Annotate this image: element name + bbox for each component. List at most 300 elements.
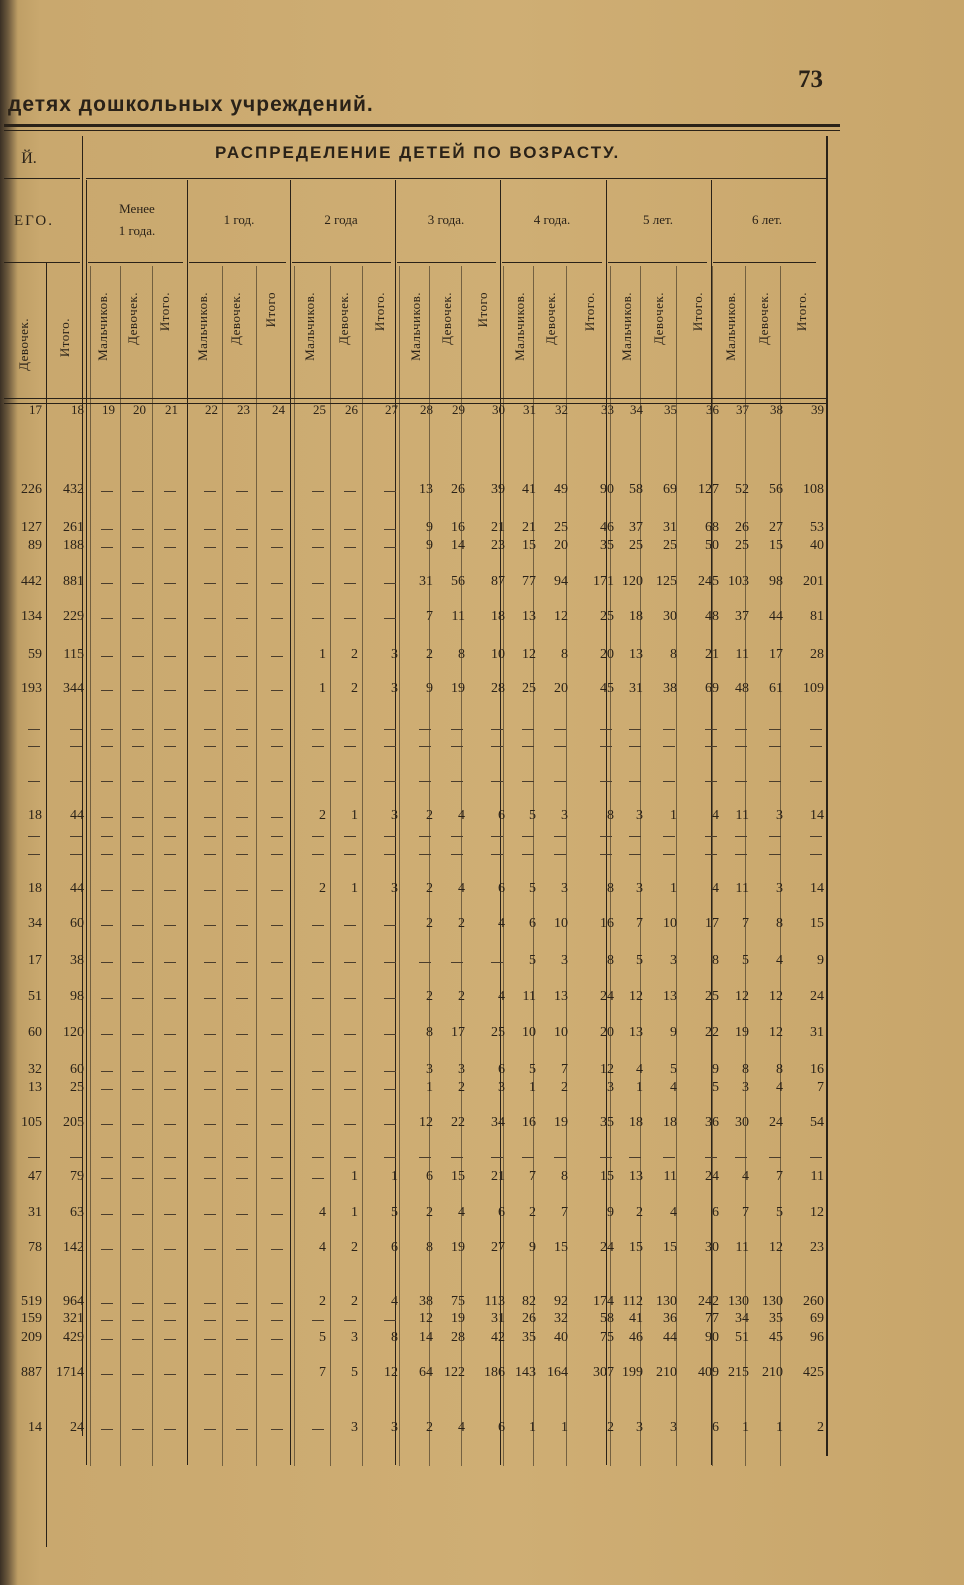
table-cell: 134 bbox=[21, 609, 42, 624]
table-cell-dash bbox=[491, 746, 503, 747]
table-cell-dash bbox=[344, 618, 356, 619]
table-cell: 31 bbox=[419, 574, 433, 589]
table-cell-dash bbox=[164, 962, 176, 963]
table-cell-dash bbox=[204, 1178, 216, 1179]
table-cell-dash bbox=[312, 998, 324, 999]
table-cell-dash bbox=[101, 1214, 113, 1215]
table-cell: 1 bbox=[319, 681, 326, 696]
table-cell: 12 bbox=[629, 989, 643, 1004]
table-cell: 51 bbox=[735, 1330, 749, 1345]
table-cell-dash bbox=[344, 925, 356, 926]
table-cell: 46 bbox=[600, 520, 614, 535]
header-rule bbox=[397, 262, 496, 263]
table-cell: 9 bbox=[817, 953, 824, 968]
table-cell: 11 bbox=[735, 808, 749, 823]
table-cell-dash bbox=[344, 1124, 356, 1125]
table-cell-dash bbox=[101, 1429, 113, 1430]
table-cell-dash bbox=[600, 854, 612, 855]
table-cell-dash bbox=[204, 547, 216, 548]
table-cell: 27 bbox=[769, 520, 783, 535]
table-cell-dash bbox=[271, 1339, 283, 1340]
table-cell-dash bbox=[236, 1034, 248, 1035]
table-cell-dash bbox=[384, 729, 396, 730]
column-rule bbox=[712, 266, 713, 1466]
table-cell-dash bbox=[132, 962, 144, 963]
table-cell: 3 bbox=[670, 953, 677, 968]
table-cell-dash bbox=[204, 1214, 216, 1215]
table-cell: 60 bbox=[70, 916, 84, 931]
table-cell: 1 bbox=[670, 808, 677, 823]
column-rule bbox=[640, 266, 641, 1466]
table-cell: 8 bbox=[561, 647, 568, 662]
table-cell: 22 bbox=[705, 1025, 719, 1040]
header-rule bbox=[4, 262, 80, 263]
sub-header: Итого. bbox=[794, 292, 809, 332]
table-cell-dash bbox=[271, 529, 283, 530]
table-cell: 8 bbox=[561, 1169, 568, 1184]
table-cell: 50 bbox=[705, 538, 719, 553]
table-cell-dash bbox=[629, 854, 641, 855]
table-cell-dash bbox=[271, 1214, 283, 1215]
table-cell: 2 bbox=[351, 681, 358, 696]
table-cell: 60 bbox=[70, 1062, 84, 1077]
table-cell: 881 bbox=[63, 574, 84, 589]
table-cell-dash bbox=[705, 1157, 717, 1158]
sub-header: Итого. bbox=[689, 292, 705, 332]
table-cell-dash bbox=[810, 1157, 822, 1158]
table-cell-dash bbox=[164, 1214, 176, 1215]
table-cell: 64 bbox=[419, 1365, 433, 1380]
column-number: 37 bbox=[736, 402, 749, 417]
table-cell: 45 bbox=[769, 1330, 783, 1345]
table-cell-dash bbox=[312, 583, 324, 584]
table-cell-dash bbox=[384, 781, 396, 782]
table-cell: 16 bbox=[522, 1115, 536, 1130]
table-cell: 3 bbox=[561, 808, 568, 823]
table-cell: 12 bbox=[769, 1240, 783, 1255]
column-number: 20 bbox=[133, 402, 146, 417]
table-cell: 19 bbox=[554, 1115, 568, 1130]
column-number: 22 bbox=[205, 402, 218, 417]
age-group-header: 4 года. bbox=[533, 212, 571, 227]
table-cell-dash bbox=[236, 1429, 248, 1430]
table-cell: 45 bbox=[600, 681, 614, 696]
table-cell: 519 bbox=[21, 1294, 42, 1309]
table-cell: 39 bbox=[491, 482, 505, 497]
column-rule bbox=[222, 266, 223, 1466]
table-cell: 9 bbox=[670, 1025, 677, 1040]
column-rule bbox=[826, 136, 828, 1456]
sub-header: Мальчиков. bbox=[722, 292, 738, 361]
table-cell-dash bbox=[204, 583, 216, 584]
table-cell-dash bbox=[271, 690, 283, 691]
table-cell-dash bbox=[164, 1157, 176, 1158]
table-cell: 4 bbox=[498, 916, 505, 931]
table-cell: 44 bbox=[70, 808, 84, 823]
table-cell-dash bbox=[132, 1249, 144, 1250]
table-cell-dash bbox=[132, 1157, 144, 1158]
table-cell: 13 bbox=[522, 609, 536, 624]
table-cell: 17 bbox=[705, 916, 719, 931]
table-cell: 8 bbox=[670, 647, 677, 662]
table-cell: 58 bbox=[629, 482, 643, 497]
table-cell: 9 bbox=[712, 1062, 719, 1077]
header-rule bbox=[4, 398, 826, 399]
table-cell-dash bbox=[344, 1320, 356, 1321]
table-cell-dash bbox=[132, 491, 144, 492]
table-cell-dash bbox=[164, 781, 176, 782]
table-cell: 31 bbox=[491, 1311, 505, 1326]
table-cell: 69 bbox=[705, 681, 719, 696]
table-cell-dash bbox=[271, 1034, 283, 1035]
table-cell-dash bbox=[344, 962, 356, 963]
table-cell-dash bbox=[236, 781, 248, 782]
column-number: 39 bbox=[811, 402, 824, 417]
table-cell-dash bbox=[312, 1157, 324, 1158]
table-cell-dash bbox=[271, 998, 283, 999]
table-cell: 12 bbox=[735, 989, 749, 1004]
table-cell-dash bbox=[419, 746, 431, 747]
table-cell: 12 bbox=[554, 609, 568, 624]
sub-header: Мальчиков. bbox=[194, 292, 210, 361]
table-cell-dash bbox=[28, 781, 40, 782]
table-cell: 8 bbox=[426, 1025, 433, 1040]
table-cell-dash bbox=[204, 781, 216, 782]
table-cell-dash bbox=[629, 781, 641, 782]
table-cell: 6 bbox=[712, 1420, 719, 1435]
table-cell-dash bbox=[132, 690, 144, 691]
table-cell-dash bbox=[204, 1157, 216, 1158]
table-cell-dash bbox=[810, 729, 822, 730]
table-cell: 10 bbox=[554, 916, 568, 931]
table-cell: 21 bbox=[491, 1169, 505, 1184]
table-cell: 8 bbox=[776, 916, 783, 931]
column-number: 32 bbox=[555, 402, 568, 417]
table-cell: 4 bbox=[712, 808, 719, 823]
table-cell-dash bbox=[271, 1303, 283, 1304]
table-cell: 12 bbox=[419, 1311, 433, 1326]
table-cell-dash bbox=[28, 1157, 40, 1158]
table-cell: 5 bbox=[529, 808, 536, 823]
table-cell-dash bbox=[204, 729, 216, 730]
table-cell: 5 bbox=[351, 1365, 358, 1380]
column-number: 36 bbox=[706, 402, 719, 417]
column-number: 38 bbox=[770, 402, 783, 417]
table-cell: 261 bbox=[63, 520, 84, 535]
table-cell-dash bbox=[101, 746, 113, 747]
table-cell-dash bbox=[312, 962, 324, 963]
table-cell: 35 bbox=[522, 1330, 536, 1345]
table-cell: 201 bbox=[803, 574, 824, 589]
column-rule bbox=[86, 180, 87, 1465]
table-cell-dash bbox=[132, 1320, 144, 1321]
table-cell: 35 bbox=[600, 538, 614, 553]
table-cell: 4 bbox=[712, 881, 719, 896]
table-cell-dash bbox=[204, 746, 216, 747]
table-cell: 5 bbox=[742, 953, 749, 968]
table-cell: 12 bbox=[769, 1025, 783, 1040]
table-cell: 171 bbox=[593, 574, 614, 589]
table-cell-dash bbox=[491, 1157, 503, 1158]
table-cell-dash bbox=[735, 836, 747, 837]
table-cell: 96 bbox=[810, 1330, 824, 1345]
table-cell-dash bbox=[271, 547, 283, 548]
column-rule bbox=[461, 266, 462, 1466]
table-cell: 5 bbox=[529, 1062, 536, 1077]
table-cell-dash bbox=[132, 1303, 144, 1304]
table-cell: 1714 bbox=[56, 1365, 84, 1380]
table-cell: 38 bbox=[70, 953, 84, 968]
table-cell: 11 bbox=[810, 1169, 824, 1184]
table-cell: 26 bbox=[522, 1311, 536, 1326]
table-cell-dash bbox=[312, 925, 324, 926]
table-cell: 3 bbox=[607, 1080, 614, 1095]
table-cell: 4 bbox=[391, 1294, 398, 1309]
table-cell: 8 bbox=[426, 1240, 433, 1255]
table-cell: 13 bbox=[663, 989, 677, 1004]
table-cell-dash bbox=[312, 1089, 324, 1090]
table-cell-dash bbox=[600, 729, 612, 730]
table-cell: 1 bbox=[351, 881, 358, 896]
column-rule bbox=[429, 266, 430, 1466]
table-cell-dash bbox=[384, 854, 396, 855]
sub-header: Итого bbox=[262, 292, 278, 328]
table-cell-dash bbox=[312, 529, 324, 530]
table-cell-dash bbox=[554, 836, 566, 837]
table-cell-dash bbox=[810, 781, 822, 782]
table-cell-dash bbox=[204, 962, 216, 963]
table-cell-dash bbox=[132, 925, 144, 926]
table-cell: 56 bbox=[451, 574, 465, 589]
table-cell: 26 bbox=[451, 482, 465, 497]
page-number: 73 bbox=[798, 66, 823, 93]
table-cell-dash bbox=[554, 729, 566, 730]
table-cell: 14 bbox=[810, 881, 824, 896]
table-cell-dash bbox=[735, 781, 747, 782]
table-cell: 54 bbox=[810, 1115, 824, 1130]
table-cell-dash bbox=[28, 746, 40, 747]
column-rule bbox=[399, 266, 400, 1466]
table-cell: 130 bbox=[656, 1294, 677, 1309]
column-number: 27 bbox=[385, 402, 398, 417]
column-number: 21 bbox=[165, 402, 178, 417]
table-cell: 344 bbox=[63, 681, 84, 696]
age-group-header: 2 года bbox=[324, 212, 358, 227]
table-cell-dash bbox=[132, 998, 144, 999]
table-cell-dash bbox=[384, 962, 396, 963]
table-cell-dash bbox=[451, 729, 463, 730]
table-cell: 48 bbox=[735, 681, 749, 696]
table-cell-dash bbox=[132, 1374, 144, 1375]
table-cell-dash bbox=[236, 1339, 248, 1340]
table-cell-dash bbox=[101, 1320, 113, 1321]
table-cell: 10 bbox=[522, 1025, 536, 1040]
table-cell-dash bbox=[491, 836, 503, 837]
table-cell: 3 bbox=[351, 1330, 358, 1345]
table-cell-dash bbox=[132, 547, 144, 548]
table-cell-dash bbox=[204, 1303, 216, 1304]
table-cell-dash bbox=[70, 836, 82, 837]
table-cell: 7 bbox=[742, 916, 749, 931]
table-cell-dash bbox=[164, 729, 176, 730]
table-cell: 2 bbox=[426, 1420, 433, 1435]
column-number: 24 bbox=[272, 402, 285, 417]
table-cell: 18 bbox=[28, 808, 42, 823]
table-cell-dash bbox=[236, 1374, 248, 1375]
table-cell: 307 bbox=[593, 1365, 614, 1380]
table-cell-dash bbox=[236, 1178, 248, 1179]
table-cell: 26 bbox=[735, 520, 749, 535]
table-cell: 94 bbox=[554, 574, 568, 589]
table-cell: 53 bbox=[810, 520, 824, 535]
table-cell: 17 bbox=[28, 953, 42, 968]
table-cell-dash bbox=[101, 729, 113, 730]
table-cell-dash bbox=[554, 1157, 566, 1158]
table-cell-dash bbox=[164, 529, 176, 530]
table-cell: 6 bbox=[498, 881, 505, 896]
table-cell-dash bbox=[204, 1374, 216, 1375]
table-cell-dash bbox=[132, 729, 144, 730]
column-number: 25 bbox=[313, 402, 326, 417]
column-rule bbox=[152, 266, 153, 1466]
table-cell: 25 bbox=[70, 1080, 84, 1095]
table-cell: 442 bbox=[21, 574, 42, 589]
table-cell-dash bbox=[522, 854, 534, 855]
header-rule bbox=[88, 262, 183, 263]
table-cell-dash bbox=[705, 854, 717, 855]
table-cell: 77 bbox=[522, 574, 536, 589]
column-number: 35 bbox=[664, 402, 677, 417]
table-cell: 28 bbox=[491, 681, 505, 696]
table-cell-dash bbox=[236, 491, 248, 492]
table-cell-dash bbox=[419, 729, 431, 730]
table-cell: 7 bbox=[529, 1169, 536, 1184]
table-cell: 35 bbox=[600, 1115, 614, 1130]
table-cell: 1 bbox=[561, 1420, 568, 1435]
table-cell-dash bbox=[204, 925, 216, 926]
table-cell: 30 bbox=[705, 1240, 719, 1255]
table-cell: 17 bbox=[451, 1025, 465, 1040]
table-cell-dash bbox=[663, 1157, 675, 1158]
table-cell: 38 bbox=[419, 1294, 433, 1309]
table-cell: 20 bbox=[554, 538, 568, 553]
table-cell: 3 bbox=[391, 1420, 398, 1435]
table-cell: 2 bbox=[426, 808, 433, 823]
table-cell: 32 bbox=[28, 1062, 42, 1077]
column-rule bbox=[610, 266, 611, 1466]
table-cell-dash bbox=[344, 998, 356, 999]
table-cell: 215 bbox=[728, 1365, 749, 1380]
table-cell: 2 bbox=[351, 1240, 358, 1255]
table-cell: 1 bbox=[351, 1205, 358, 1220]
table-cell-dash bbox=[204, 491, 216, 492]
table-cell: 3 bbox=[776, 808, 783, 823]
table-cell-dash bbox=[663, 729, 675, 730]
table-cell-dash bbox=[164, 1429, 176, 1430]
table-cell: 20 bbox=[554, 681, 568, 696]
table-cell: 37 bbox=[629, 520, 643, 535]
table-cell: 1 bbox=[670, 881, 677, 896]
table-cell: 7 bbox=[561, 1062, 568, 1077]
table-cell-dash bbox=[344, 491, 356, 492]
table-cell-dash bbox=[132, 1339, 144, 1340]
table-cell-dash bbox=[236, 1124, 248, 1125]
table-cell: 10 bbox=[491, 647, 505, 662]
table-cell-dash bbox=[271, 1374, 283, 1375]
table-cell: 20 bbox=[600, 1025, 614, 1040]
table-cell: 98 bbox=[70, 989, 84, 1004]
column-rule bbox=[294, 266, 295, 1466]
table-cell-dash bbox=[101, 618, 113, 619]
table-cell-dash bbox=[204, 656, 216, 657]
column-rule bbox=[330, 266, 331, 1466]
table-cell-dash bbox=[132, 1214, 144, 1215]
table-cell: 4 bbox=[776, 953, 783, 968]
table-cell-dash bbox=[204, 1124, 216, 1125]
table-cell: 210 bbox=[762, 1365, 783, 1380]
table-cell-dash bbox=[236, 1303, 248, 1304]
table-cell-dash bbox=[101, 1157, 113, 1158]
table-cell: 4 bbox=[636, 1062, 643, 1077]
table-cell-dash bbox=[101, 491, 113, 492]
column-rule bbox=[256, 266, 257, 1466]
table-cell-dash bbox=[271, 890, 283, 891]
table-cell: 4 bbox=[319, 1240, 326, 1255]
table-cell: 2 bbox=[426, 989, 433, 1004]
table-cell: 30 bbox=[735, 1115, 749, 1130]
table-cell-dash bbox=[70, 781, 82, 782]
table-cell-dash bbox=[236, 1320, 248, 1321]
column-rule bbox=[780, 266, 781, 1466]
table-cell: 1 bbox=[319, 647, 326, 662]
table-cell-dash bbox=[204, 1089, 216, 1090]
header-rule bbox=[713, 262, 816, 263]
table-cell: 2 bbox=[426, 1205, 433, 1220]
table-cell-dash bbox=[271, 1124, 283, 1125]
table-cell: 127 bbox=[698, 482, 719, 497]
table-cell-dash bbox=[28, 854, 40, 855]
age-group-header: 1 год. bbox=[223, 212, 255, 227]
table-cell-dash bbox=[384, 746, 396, 747]
table-cell-dash bbox=[451, 1157, 463, 1158]
table-cell-dash bbox=[204, 1249, 216, 1250]
table-cell-dash bbox=[132, 1071, 144, 1072]
table-cell: 28 bbox=[451, 1330, 465, 1345]
table-cell: 90 bbox=[705, 1330, 719, 1345]
table-cell-dash bbox=[132, 1429, 144, 1430]
header-rule bbox=[608, 262, 707, 263]
column-rule bbox=[566, 266, 567, 1466]
table-cell: 31 bbox=[28, 1205, 42, 1220]
table-cell: 5 bbox=[529, 953, 536, 968]
table-cell: 58 bbox=[600, 1311, 614, 1326]
table-cell: 18 bbox=[663, 1115, 677, 1130]
column-rule bbox=[120, 266, 121, 1466]
table-cell-dash bbox=[28, 729, 40, 730]
table-cell-dash bbox=[101, 1178, 113, 1179]
table-cell-dash bbox=[522, 1157, 534, 1158]
table-cell-dash bbox=[705, 729, 717, 730]
table-cell-dash bbox=[132, 1089, 144, 1090]
table-cell-dash bbox=[132, 656, 144, 657]
table-cell-dash bbox=[132, 529, 144, 530]
table-cell: 2 bbox=[319, 808, 326, 823]
table-cell-dash bbox=[70, 854, 82, 855]
table-cell: 7 bbox=[776, 1169, 783, 1184]
table-cell: 6 bbox=[498, 1205, 505, 1220]
table-cell-dash bbox=[164, 583, 176, 584]
table-cell-dash bbox=[132, 1178, 144, 1179]
